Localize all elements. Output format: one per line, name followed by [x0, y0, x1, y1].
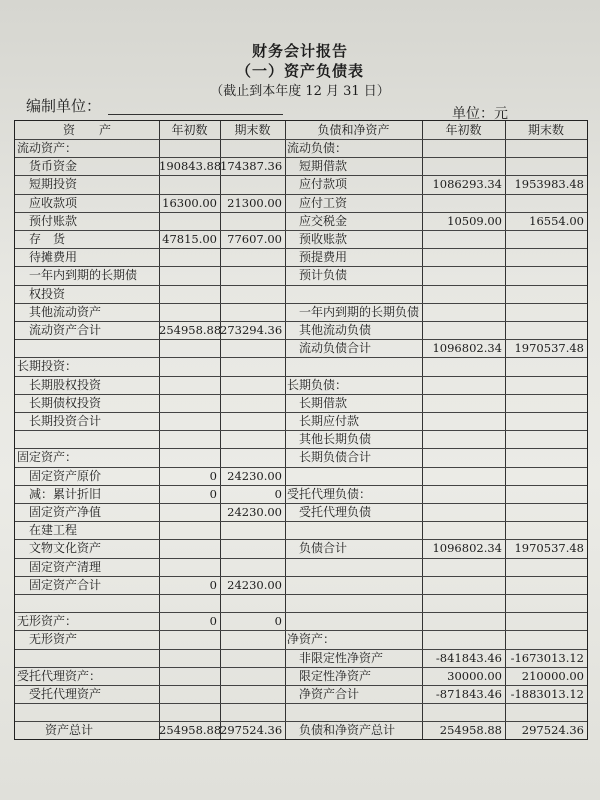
asset-row-label: 其他流动资产 — [29, 304, 102, 319]
liability-row-label: 长期借款 — [299, 395, 348, 410]
asset-row-label: 长期投资合计 — [29, 414, 102, 428]
asset-row-label: 流动资产合计 — [29, 323, 102, 337]
liability-row-label: 预计负债 — [299, 268, 348, 283]
liability-row-label: 长期负债合计 — [299, 450, 372, 465]
asset-opening-value: 0 — [209, 486, 217, 501]
liability-row-label: 其他流动负债 — [299, 323, 372, 337]
asset-opening-value: 254958.88 — [159, 323, 222, 337]
liability-row-label: 应付款项 — [299, 177, 348, 192]
liability-closing-value: 1970537.48 — [514, 341, 584, 356]
asset-row-label: 在建工程 — [29, 523, 78, 538]
asset-row-label: 长期股权投资 — [29, 377, 102, 392]
asset-row-label: 一年内到期的长期债 — [29, 268, 138, 283]
currency-unit: 单位：元 — [452, 106, 508, 122]
liability-row-label: 受托代理负债 — [299, 505, 372, 519]
asset-opening-value: 16300.00 — [162, 195, 217, 210]
asset-row-label: 长期债权投资 — [29, 395, 102, 410]
liability-opening-value: 254958.88 — [439, 723, 502, 738]
asset-row-label: 预付账款 — [29, 213, 78, 228]
row-divider — [285, 485, 587, 486]
row-divider — [285, 558, 587, 559]
asset-opening-value: 0 — [209, 577, 217, 592]
liability-closing-value: -1883013.12 — [510, 687, 584, 701]
asset-opening-value: 0 — [209, 468, 217, 483]
row-divider — [285, 503, 587, 504]
row-divider — [285, 303, 587, 304]
liability-row-label: 一年内到期的长期负债 — [299, 304, 420, 319]
liability-closing-value: 297524.36 — [521, 723, 584, 738]
header-closing: 期末数 — [234, 123, 271, 137]
row-divider — [15, 230, 285, 231]
row-divider — [285, 521, 587, 522]
row-divider — [15, 394, 285, 395]
asset-closing-value: 0 — [274, 486, 282, 501]
liability-closing-value: 1953983.48 — [514, 177, 584, 192]
row-divider — [15, 576, 285, 577]
asset-row-label: 减：累计折旧 — [29, 486, 102, 501]
asset-row-label: 固定资产： — [17, 450, 78, 465]
row-divider — [285, 321, 587, 322]
asset-row-label: 无形资产 — [29, 632, 78, 647]
asset-closing-value: 0 — [274, 614, 282, 629]
liability-row-label: 负债合计 — [299, 541, 348, 556]
row-divider — [285, 412, 587, 413]
liability-row-label: 长期应付款 — [299, 414, 360, 428]
row-divider — [15, 339, 285, 340]
row-divider — [285, 667, 587, 668]
asset-row-label: 资产总计 — [45, 723, 94, 738]
row-divider — [15, 212, 285, 213]
row-divider — [285, 357, 587, 358]
header-liab-opening: 年初数 — [445, 123, 482, 137]
row-divider — [15, 303, 285, 304]
liability-closing-value: -1673013.12 — [510, 650, 584, 665]
asset-row-label: 存 货 — [29, 232, 66, 246]
row-divider — [15, 594, 285, 595]
row-divider — [15, 376, 285, 377]
row-divider — [15, 667, 285, 668]
asset-row-label: 固定资产原价 — [29, 468, 102, 483]
asset-closing-value: 24230.00 — [227, 505, 282, 519]
liability-row-label: 其他长期负债 — [299, 432, 372, 447]
liability-row-label: 预收账款 — [299, 232, 348, 246]
row-divider — [285, 394, 587, 395]
liability-closing-value: 210000.00 — [521, 668, 584, 683]
liability-opening-value: 1096802.34 — [432, 341, 502, 356]
liability-closing-value: 1970537.48 — [514, 541, 584, 556]
row-divider — [285, 212, 587, 213]
liability-row-label: 流动负债： — [287, 141, 348, 155]
row-divider — [15, 430, 285, 431]
asset-opening-value: 0 — [209, 614, 217, 629]
liability-opening-value: -841843.46 — [435, 650, 502, 665]
asset-row-label: 流动资产： — [17, 141, 78, 155]
row-divider — [15, 649, 285, 650]
row-divider — [285, 649, 587, 650]
liability-row-label: 短期借款 — [299, 159, 348, 174]
asset-closing-value: 273294.36 — [220, 323, 283, 337]
balance-sheet-table — [14, 120, 588, 740]
asset-row-label: 受托代理资产 — [29, 687, 102, 701]
row-divider — [15, 703, 285, 704]
asset-closing-value: 77607.00 — [227, 232, 282, 246]
asset-closing-value: 21300.00 — [227, 195, 282, 210]
row-divider — [285, 376, 587, 377]
liability-row-label: 受托代理负债： — [287, 486, 372, 501]
row-divider — [15, 194, 285, 195]
row-divider — [285, 703, 587, 704]
row-divider — [285, 194, 587, 195]
liability-opening-value: 1096802.34 — [432, 541, 502, 556]
row-divider — [285, 230, 587, 231]
row-divider — [285, 685, 587, 686]
row-divider — [15, 485, 285, 486]
row-divider — [285, 612, 587, 613]
asset-row-label: 短期投资 — [29, 177, 78, 192]
liability-row-label: 负债和净资产总计 — [299, 723, 396, 738]
asset-closing-value: 174387.36 — [220, 159, 283, 174]
asset-row-label: 受托代理资产： — [17, 668, 102, 683]
liability-opening-value: 30000.00 — [447, 668, 502, 683]
liability-opening-value: 10509.00 — [447, 213, 502, 228]
liability-row-label: 应交税金 — [299, 213, 348, 228]
row-divider — [15, 467, 285, 468]
asset-row-label: 无形资产： — [17, 614, 78, 629]
row-divider — [15, 558, 285, 559]
liability-opening-value: 1086293.34 — [432, 177, 502, 192]
asset-row-label: 文物文化资产 — [29, 541, 102, 556]
report-title: 财务会计报告 — [251, 42, 348, 60]
row-divider — [285, 576, 587, 577]
row-divider — [285, 285, 587, 286]
header-liabilities: 负债和净资产 — [317, 123, 390, 137]
liability-opening-value: -871843.46 — [435, 687, 502, 701]
row-divider — [15, 685, 285, 686]
liability-row-label: 应付工资 — [299, 195, 348, 210]
liability-row-label: 非限定性净资产 — [299, 650, 384, 665]
liability-row-label: 净资产： — [287, 632, 336, 647]
liability-row-label: 流动负债合计 — [299, 341, 372, 356]
asset-row-label: 待摊费用 — [29, 250, 78, 265]
report-period: （截止到本年度 12 月 31 日） — [210, 84, 390, 99]
row-divider — [285, 467, 587, 468]
asset-row-label: 应收款项 — [29, 195, 78, 210]
row-divider — [15, 412, 285, 413]
liability-closing-value: 16554.00 — [529, 213, 584, 228]
row-divider — [15, 321, 285, 322]
asset-closing-value: 24230.00 — [227, 468, 282, 483]
asset-row-label: 货币资金 — [29, 159, 78, 174]
liability-row-label: 净资产合计 — [299, 687, 360, 701]
preparing-unit-blank — [108, 114, 283, 115]
asset-closing-value: 24230.00 — [227, 577, 282, 592]
asset-row-label: 固定资产合计 — [29, 577, 102, 592]
header-liab-closing: 期末数 — [527, 123, 564, 137]
report-subtitle: （一）资产负债表 — [235, 62, 364, 80]
preparing-unit-label: 编制单位： — [26, 97, 102, 115]
liability-row-label: 长期负债： — [287, 377, 348, 392]
header-assets: 资 产 — [62, 123, 111, 137]
asset-opening-value: 47815.00 — [162, 232, 217, 246]
asset-row-label: 权投资 — [29, 286, 66, 301]
asset-opening-value: 190843.88 — [159, 159, 222, 174]
header-opening: 年初数 — [171, 123, 208, 137]
asset-row-label: 长期投资： — [17, 359, 78, 374]
header-divider — [15, 139, 587, 140]
asset-row-label: 固定资产清理 — [29, 559, 102, 574]
liability-row-label: 限定性净资产 — [299, 668, 372, 683]
row-divider — [285, 594, 587, 595]
asset-row-label: 固定资产净值 — [29, 505, 102, 519]
liability-row-label: 预提费用 — [299, 250, 348, 265]
row-divider — [15, 503, 285, 504]
asset-closing-value: 297524.36 — [220, 723, 283, 738]
row-divider — [15, 285, 285, 286]
asset-opening-value: 254958.88 — [159, 723, 222, 738]
